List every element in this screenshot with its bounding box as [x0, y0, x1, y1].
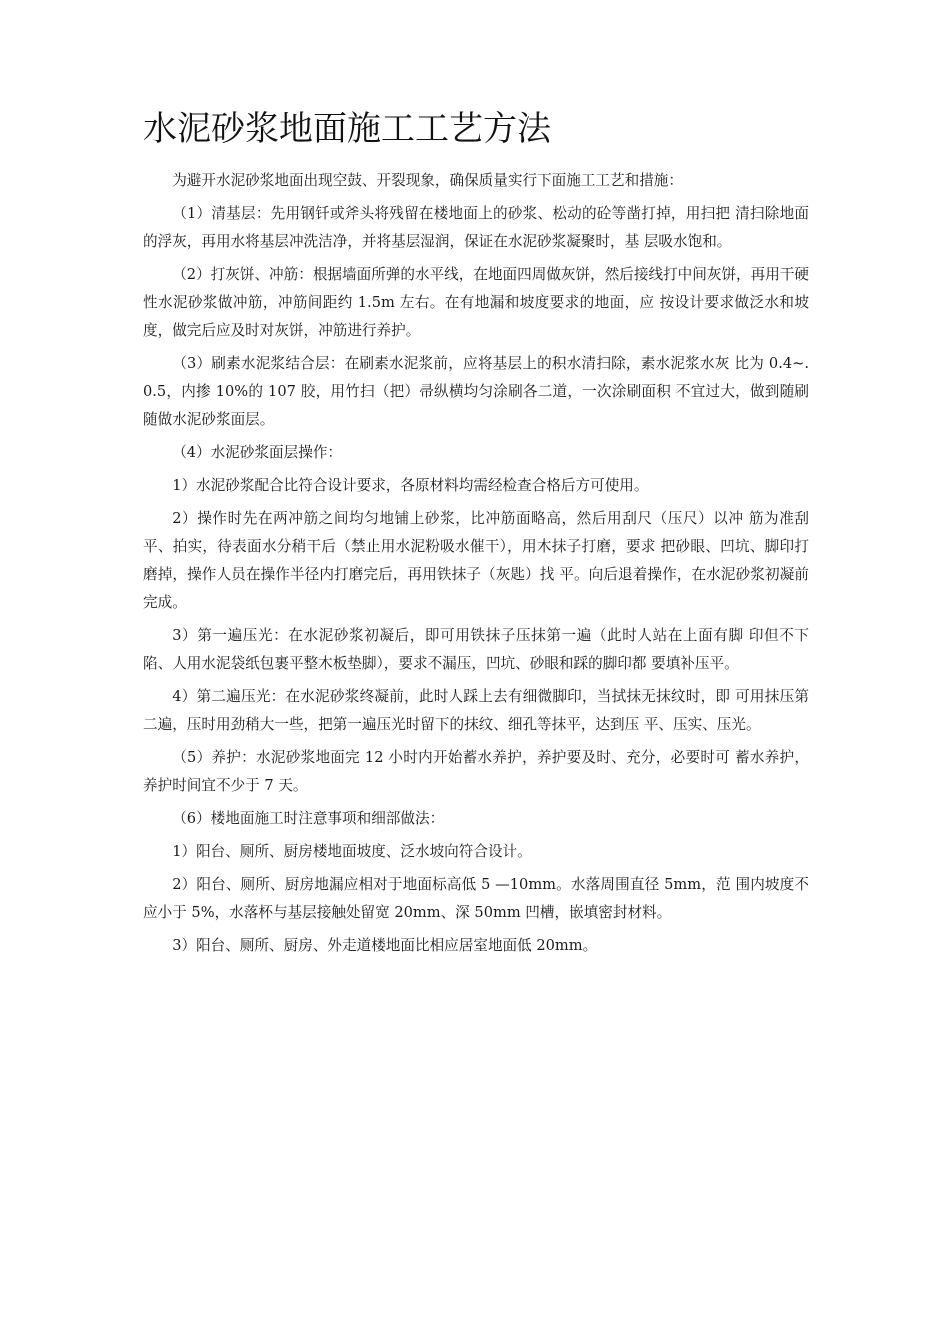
document-body	[143, 167, 809, 965]
step-notes-heading: （6）楼地面施工时注意事项和细部做法：	[172, 810, 445, 827]
notes-item-2: 2）阳台、厕所、厨房地漏应相对于地面标高低 5 —10mm。水落周围直径 5mm，范 围内坡度不应小于 5%，水落杯与基层接触处留宽 20mm、深 50mm 凹槽，嵌填密封材料。	[143, 876, 809, 921]
notes-item-3: 3）阳台、厕所、厨房、外走道楼地面比相应居室地面低 20mm。	[172, 937, 598, 954]
surface-item-3: 3）第一遍压光：在水泥砂浆初凝后，即可用铁抹子压抹第一遍（此时人站在上面有脚 印但不下陷、人用水泥袋纸包裹平整木板垫脚），要求不漏压，凹坑、砂眼和踩的脚印都 要填补压平。	[143, 627, 809, 672]
surface-item-2: 2）操作时先在两冲筋之间均匀地铺上砂浆，比冲筋面略高，然后用刮尺（压尺）以冲 筋为准刮平、拍实，待表面水分稍干后（禁止用水泥粉吸水催干），用木抹子打磨，要求 把砂眼、凹坑、脚印打磨掉，操作人员在操作半径内打磨完后，再用铁抹子（灰匙）找 平。向后退着操作，在水泥砂浆初凝前完成。	[143, 510, 809, 611]
notes-item-1: 1）阳台、厕所、厨房楼地面坡度、泛水坡向符合设计。	[172, 843, 532, 860]
surface-item-4: 4）第二遍压光：在水泥砂浆终凝前，此时人踩上去有细微脚印，当拭抹无抹纹时，即 可用抹压第二遍，压时用劲稍大一些，把第一遍压光时留下的抹纹、细孔等抹平，达到压 平、压实、压光。	[143, 688, 809, 733]
step-cement-slurry-paragraph: （3）刷素水泥浆结合层：在刷素水泥浆前，应将基层上的积水清扫除，素水泥浆水灰 比为 0.4~.0.5，内掺 10%的 107 胶，用竹扫（把）帚纵横均匀涂刷各二道，一次涂刷面积 不宜过大，做到随刷随做水泥砂浆面层。	[143, 355, 809, 428]
step-surface-heading: （4）水泥砂浆面层操作：	[172, 444, 343, 461]
step-clean-base-paragraph: （1）清基层：先用钢钎或斧头将残留在楼地面上的砂浆、松动的砼等凿打掉，用扫把 清扫除地面的浮灰，再用水将基层冲洗洁净，并将基层湿润，保证在水泥砂浆凝聚时，基 层吸水饱和。	[143, 205, 809, 250]
surface-item-1: 1）水泥砂浆配合比符合设计要求，各原材料均需经检查合格后方可使用。	[172, 477, 649, 494]
step-curing-paragraph: （5）养护：水泥砂浆地面完 12 小时内开始蓄水养护，养护要及时、充分，必要时可 蓄水养护，养护时间宜不少于 7 天。	[143, 749, 809, 794]
document-title: 水泥砂浆地面施工工艺方法	[143, 109, 551, 149]
intro-paragraph: 为避开水泥砂浆地面出现空鼓、开裂现象，确保质量实行下面施工工艺和措施：	[172, 172, 683, 189]
step-marker-paragraph: （2）打灰饼、冲筋：根据墙面所弹的水平线，在地面四周做灰饼，然后接线打中间灰饼，再用干硬性水泥砂浆做冲筋，冲筋间距约 1.5m 左右。在有地漏和坡度要求的地面，应 按设计要求做泛水和坡度，做完后应及时对灰饼，冲筋进行养护。	[143, 266, 810, 339]
